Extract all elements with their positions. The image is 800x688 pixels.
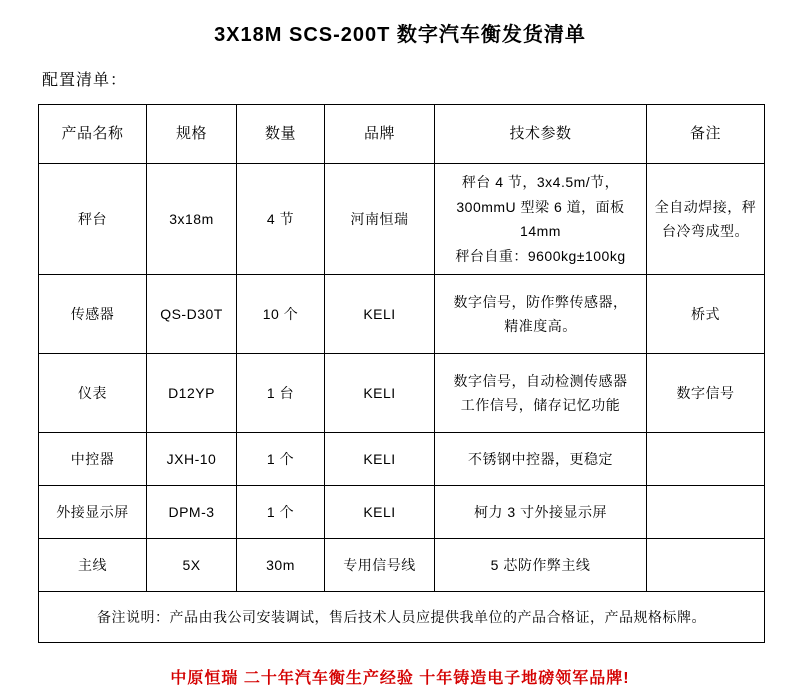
cell-tech-params	[435, 275, 647, 354]
page-title: 3X18M SCS-200T 数字汽车衡发货清单	[214, 24, 586, 46]
header-tech-params: 技术参数	[435, 105, 647, 164]
note-text: 备注说明：产品由我公司安装调试，售后技术人员应提供我单位的产品合格证，产品规格标牌。	[39, 592, 765, 643]
header-product-name: 产品名称	[39, 105, 147, 164]
cell-remark	[647, 164, 765, 275]
cell-spec: DPM-3	[147, 486, 237, 539]
remark-line: 全自动焊接，秤	[654, 198, 757, 215]
param-line: 精准度高。	[504, 318, 577, 334]
table-row	[39, 486, 765, 539]
table-row	[39, 539, 765, 592]
cell-brand: 河南恒瑞	[325, 164, 435, 275]
table-row	[39, 354, 765, 433]
cell-spec: 5X	[147, 539, 237, 592]
table-row	[39, 164, 765, 275]
cell-tech-params: 柯力 3 寸外接显示屏	[435, 486, 647, 539]
cell-spec: QS-D30T	[147, 275, 237, 354]
header-brand: 品牌	[325, 105, 435, 164]
cell-tech-params	[435, 164, 647, 275]
header-quantity: 数量	[237, 105, 325, 164]
footer-slogan: 中原恒瑞 二十年汽车衡生产经验 十年铸造电子地磅领军品牌!	[170, 670, 630, 687]
cell-quantity: 4 节	[237, 164, 325, 275]
spec-table	[38, 104, 765, 643]
param-line: 数字信号，自动检测传感器	[453, 372, 628, 389]
cell-spec: JXH-10	[147, 433, 237, 486]
param-line: 数字信号，防作弊传感器，	[453, 293, 628, 310]
param-line: 300mmU 型梁 6 道，面板 14mm	[456, 198, 625, 239]
cell-remark	[647, 486, 765, 539]
cell-product-name: 传感器	[39, 275, 147, 354]
cell-quantity: 10 个	[237, 275, 325, 354]
cell-product-name: 仪表	[39, 354, 147, 433]
table-row	[39, 275, 765, 354]
cell-brand: KELI	[325, 433, 435, 486]
cell-product-name: 秤台	[39, 164, 147, 275]
table-row	[39, 433, 765, 486]
remark-line: 台冷弯成型。	[662, 223, 749, 239]
cell-quantity: 1 台	[237, 354, 325, 433]
cell-brand: KELI	[325, 275, 435, 354]
cell-tech-params: 5 芯防作弊主线	[435, 539, 647, 592]
cell-quantity: 1 个	[237, 486, 325, 539]
param-line: 秤台自重：9600kg±100kg	[455, 247, 626, 264]
cell-brand: KELI	[325, 354, 435, 433]
cell-brand: KELI	[325, 486, 435, 539]
cell-product-name: 主线	[39, 539, 147, 592]
cell-remark	[647, 433, 765, 486]
param-line: 工作信号，储存记忆功能	[460, 397, 621, 413]
header-spec: 规格	[147, 105, 237, 164]
cell-tech-params	[435, 354, 647, 433]
cell-product-name: 中控器	[39, 433, 147, 486]
cell-remark: 数字信号	[647, 354, 765, 433]
cell-tech-params: 不锈钢中控器，更稳定	[435, 433, 647, 486]
cell-remark	[647, 539, 765, 592]
cell-quantity: 30m	[237, 539, 325, 592]
cell-brand: 专用信号线	[325, 539, 435, 592]
cell-spec: D12YP	[147, 354, 237, 433]
table-header-row	[39, 105, 765, 164]
param-line: 秤台 4 节，3x4.5m/节，	[461, 174, 620, 190]
cell-quantity: 1 个	[237, 433, 325, 486]
cell-spec: 3x18m	[147, 164, 237, 275]
header-remark: 备注	[647, 105, 765, 164]
cell-product-name: 外接显示屏	[39, 486, 147, 539]
config-list-label: 配置清单：	[42, 72, 128, 89]
cell-remark: 桥式	[647, 275, 765, 354]
spec-table-wrapper	[0, 104, 800, 643]
